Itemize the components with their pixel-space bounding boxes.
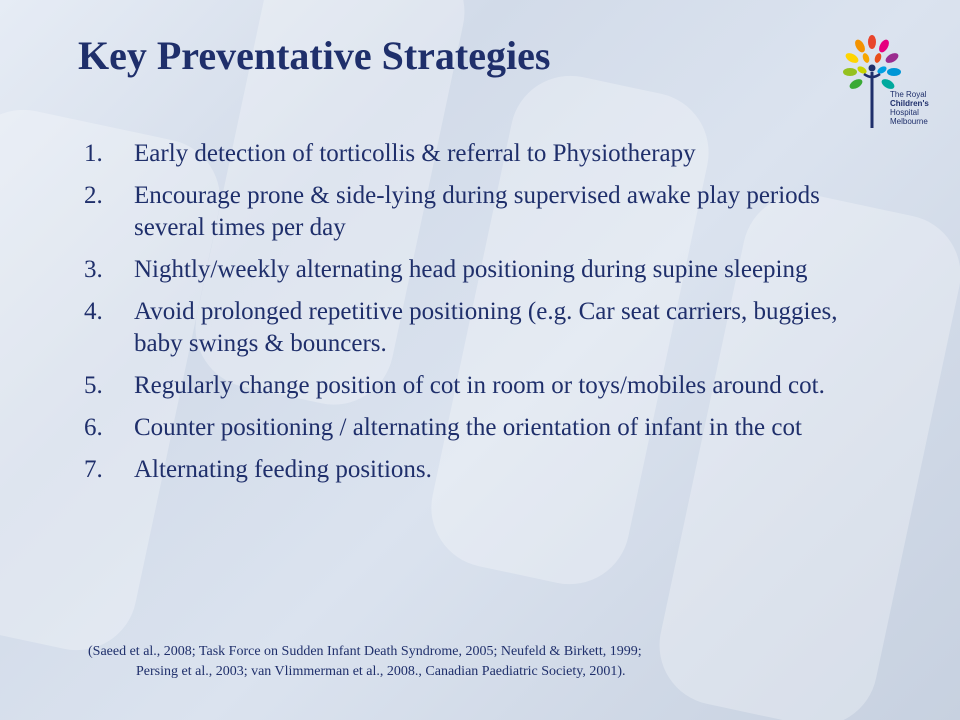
slide-title: Key Preventative Strategies bbox=[78, 33, 551, 78]
list-item bbox=[84, 454, 874, 486]
logo-line: Hospital bbox=[890, 108, 919, 117]
item-number: 7. bbox=[84, 456, 103, 483]
item-number: 3. bbox=[84, 256, 103, 283]
item-number: 1. bbox=[84, 140, 103, 167]
item-text: Counter positioning / alternating the orientation of infant in the cot bbox=[134, 414, 802, 441]
item-text: Regularly change position of cot in room or toys/mobiles around cot. bbox=[134, 372, 825, 399]
list-item bbox=[84, 412, 874, 444]
list-item bbox=[84, 370, 874, 402]
list-item bbox=[84, 296, 874, 360]
item-text: Nightly/weekly alternating head positioning during supine sleeping bbox=[134, 256, 808, 283]
logo-line: The Royal bbox=[890, 90, 927, 99]
logo-line: Melbourne bbox=[890, 117, 928, 126]
logo-text bbox=[890, 90, 950, 126]
list-item bbox=[84, 138, 874, 170]
item-number: 2. bbox=[84, 182, 103, 209]
hospital-logo bbox=[836, 30, 946, 130]
strategy-list bbox=[84, 138, 874, 496]
item-number: 5. bbox=[84, 372, 103, 399]
logo-line: Children's bbox=[890, 99, 929, 108]
item-number: 6. bbox=[84, 414, 103, 441]
item-text: Early detection of torticollis & referral to Physiotherapy bbox=[134, 140, 696, 167]
item-text: Avoid prolonged repetitive positioning (e.g. Car seat carriers, buggies, baby swings & bouncers. bbox=[134, 298, 838, 357]
references bbox=[88, 642, 888, 682]
list-item bbox=[84, 254, 874, 286]
item-text: Encourage prone & side-lying during supervised awake play periods several times per day bbox=[134, 182, 820, 241]
reference-line: (Saeed et al., 2008; Task Force on Sudden Infant Death Syndrome, 2005; Neufeld & Birkett, 1999; bbox=[88, 644, 642, 659]
item-text: Alternating feeding positions. bbox=[134, 456, 432, 483]
item-number: 4. bbox=[84, 298, 103, 325]
reference-line: Persing et al., 2003; van Vlimmerman et al., 2008., Canadian Paediatric Society, 2001). bbox=[136, 664, 626, 679]
list-item bbox=[84, 180, 874, 244]
